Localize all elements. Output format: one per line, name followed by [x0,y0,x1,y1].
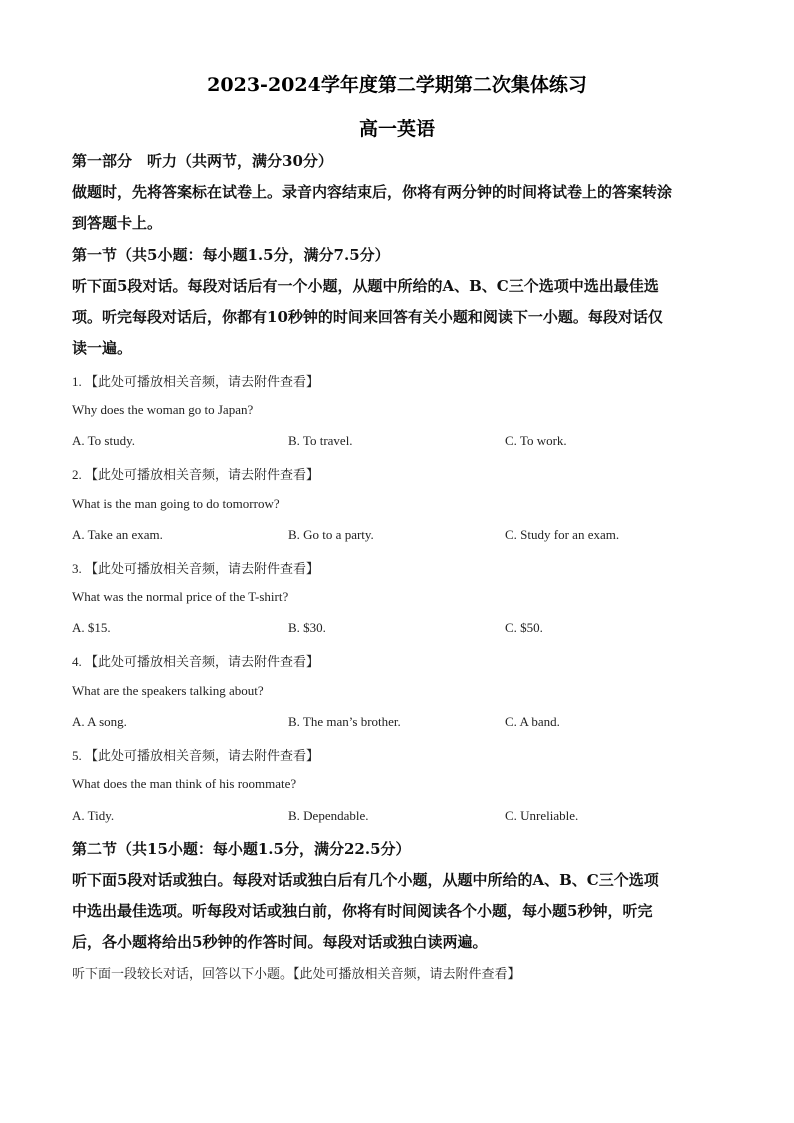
q5-option-a[interactable]: A. Tidy. [72,808,115,823]
section2-instruction-line1: 听下面5段对话或独白。每段对话或独白后有几个小题，从题中所给的A、B、C三个选项 [72,871,659,889]
q4-audio-placeholder[interactable]: 4. 【此处可播放相关音频，请去附件查看】 [72,654,320,669]
part1-heading: 第一部分 听力（共两节，满分30分） [72,152,333,170]
q5-option-b[interactable]: B. Dependable. [288,808,369,823]
q1-option-b[interactable]: B. To travel. [288,433,353,448]
q3-option-c[interactable]: C. $50. [505,620,543,635]
q2-option-a[interactable]: A. Take an exam. [72,527,163,542]
section2-instruction-line2: 中选出最佳选项。听每段对话或独白前，你将有时间阅读各个小题，每小题5秒钟，听完 [72,902,653,920]
q1-option-c[interactable]: C. To work. [505,433,567,448]
q4-option-c[interactable]: C. A band. [505,714,560,729]
q3-option-a[interactable]: A. $15. [72,620,111,635]
q1-question: Why does the woman go to Japan? [72,402,254,417]
q5-question: What does the man think of his roommate? [72,776,297,791]
q3-audio-placeholder[interactable]: 3. 【此处可播放相关音频，请去附件查看】 [72,561,320,576]
section2-heading: 第二节（共15小题：每小题1.5分，满分22.5分） [72,840,411,858]
part1-instruction-line1: 做题时，先将答案标在试卷上。录音内容结束后，你将有两分钟的时间将试卷上的答案转涂 [72,183,673,201]
section1-instruction-line1: 听下面5段对话。每段对话后有一个小题，从题中所给的A、B、C三个选项中选出最佳选 [72,277,659,295]
q4-option-b[interactable]: B. The man’s brother. [288,714,401,729]
section2-instruction-line3: 后，各小题将给出5秒钟的作答时间。每段对话或独白读两遍。 [72,933,488,951]
section1-heading: 第一节（共5小题：每小题1.5分，满分7.5分） [72,246,390,264]
q2-question: What is the man going to do tomorrow? [72,496,280,511]
section1-instruction-line3: 读一遍。 [72,339,133,357]
q5-audio-placeholder[interactable]: 5. 【此处可播放相关音频，请去附件查看】 [72,748,320,763]
section1-instruction-line2: 项。听完每段对话后，你都有10秒钟的时间来回答有关小题和阅读下一小题。每段对话仅 [72,308,663,326]
part1-instruction-line2: 到答题卡上。 [72,214,163,232]
exam-title: 2023-2024学年度第二学期第二次集体练习 [207,74,587,96]
q5-option-c[interactable]: C. Unreliable. [505,808,579,823]
q2-option-b[interactable]: B. Go to a party. [288,527,374,542]
q2-option-c[interactable]: C. Study for an exam. [505,527,620,542]
q4-question: What are the speakers talking about? [72,683,264,698]
q3-option-b[interactable]: B. $30. [288,620,326,635]
exam-subject: 高一英语 [358,118,435,140]
section2-lead-audio[interactable]: 听下面一段较长对话，回答以下小题。【此处可播放相关音频，请去附件查看】 [72,966,521,981]
q2-audio-placeholder[interactable]: 2. 【此处可播放相关音频，请去附件查看】 [72,467,320,482]
q3-question: What was the normal price of the T-shirt? [72,589,289,604]
q1-option-a[interactable]: A. To study. [72,433,136,448]
q1-audio-placeholder[interactable]: 1. 【此处可播放相关音频，请去附件查看】 [72,374,320,389]
q4-option-a[interactable]: A. A song. [72,714,127,729]
